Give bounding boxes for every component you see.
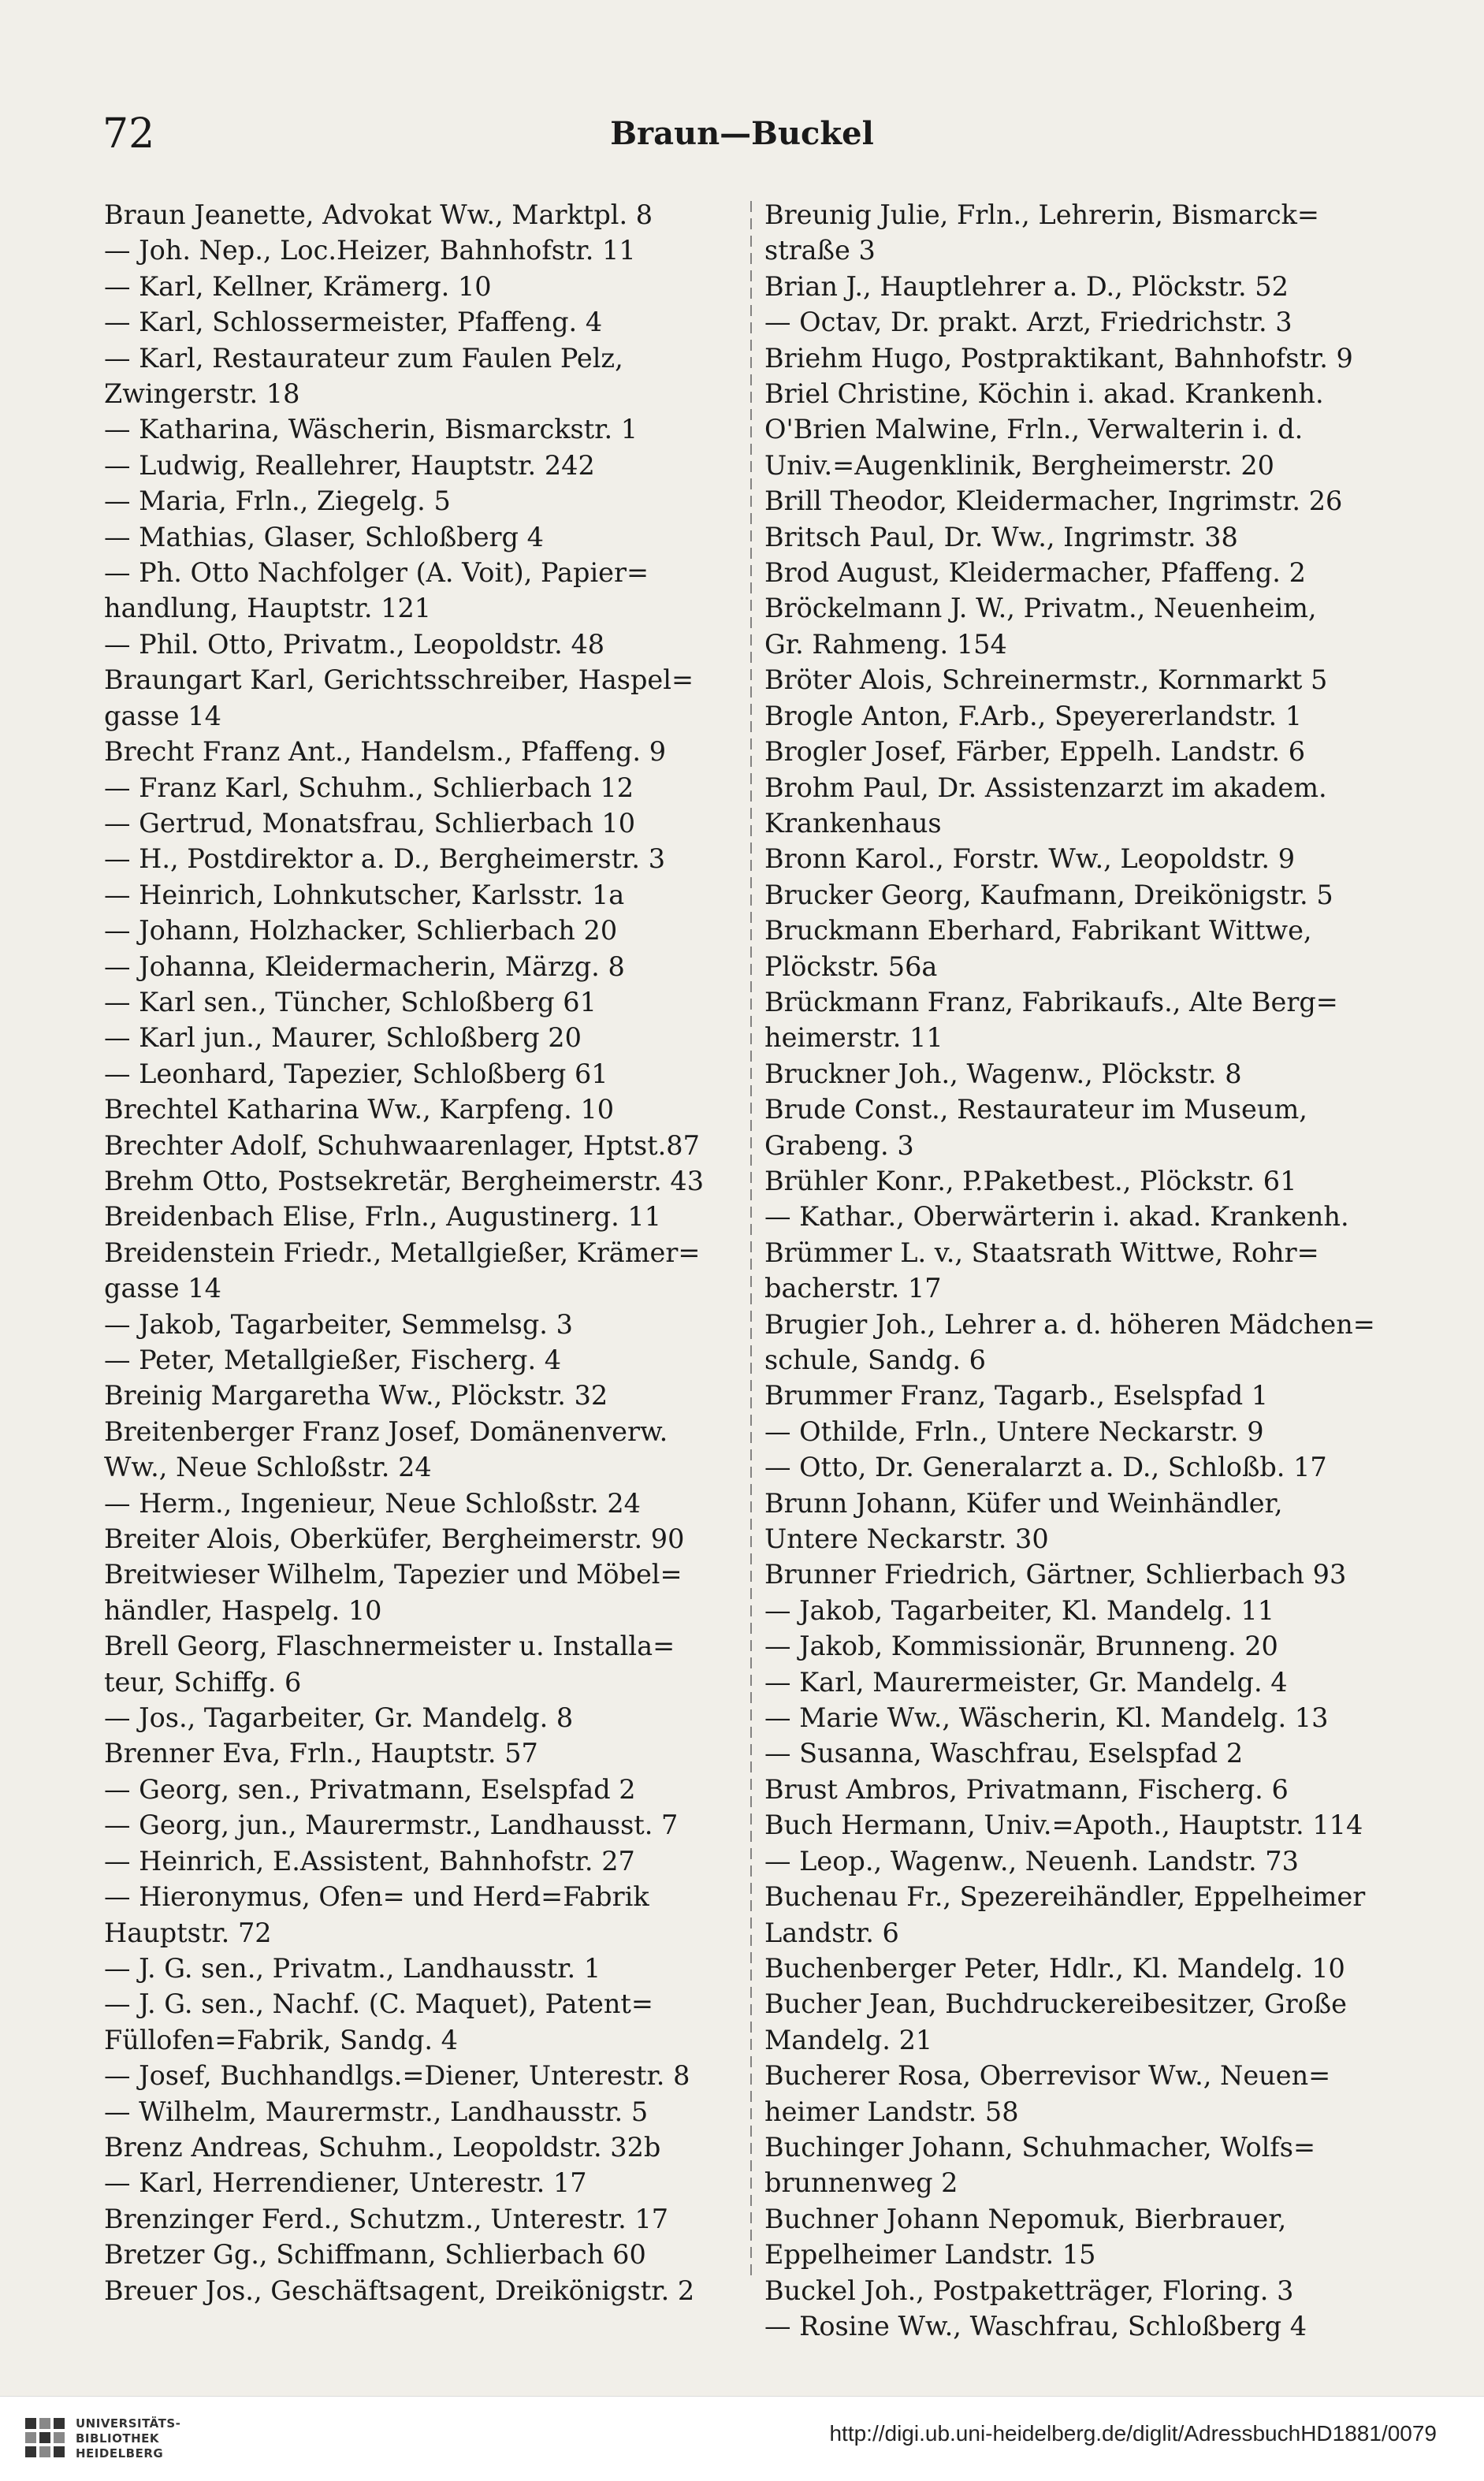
column-divider xyxy=(750,201,752,2282)
entry-line: — Maria, Frln., Ziegelg. 5 xyxy=(104,485,451,517)
directory-entry xyxy=(764,1843,1403,1879)
entry-line: — Karl, Kellner, Krämerg. 10 xyxy=(104,270,492,302)
directory-entry xyxy=(764,662,1403,697)
directory-entry xyxy=(104,1557,738,1628)
entry-continuation: heimer Landstr. 58 xyxy=(764,2096,1019,2127)
entry-line: — Leop., Wagenw., Neuenh. Landstr. 73 xyxy=(764,1845,1299,1877)
directory-entry xyxy=(764,698,1403,734)
entry-line: Brunn Johann, Küfer und Weinhändler, xyxy=(764,1487,1283,1519)
entry-line: Bruckner Joh., Wagenw., Plöckstr. 8 xyxy=(764,1058,1242,1089)
entry-continuation: Zwingerstr. 18 xyxy=(104,378,300,410)
directory-entry xyxy=(104,1414,738,1486)
directory-entry xyxy=(104,1843,738,1879)
entry-line: Brechter Adolf, Schuhwaarenlager, Hptst.87 xyxy=(104,1129,700,1161)
entry-line: Briel Christine, Köchin i. akad. Krankenh. xyxy=(764,378,1324,410)
directory-entry xyxy=(764,1056,1403,1092)
entry-continuation: bacherstr. 17 xyxy=(764,1273,942,1304)
entry-line: Brell Georg, Flaschnermeister u. Installa= xyxy=(104,1631,675,1662)
library-name xyxy=(76,2416,180,2461)
directory-entry xyxy=(104,841,738,876)
directory-entry xyxy=(104,448,738,483)
directory-entry xyxy=(764,1163,1403,1199)
entry-line: Brehm Otto, Postsekretär, Bergheimerstr. 43 xyxy=(104,1165,705,1196)
entry-line: — Georg, jun., Maurermstr., Landhausst. 7 xyxy=(104,1810,679,1841)
entry-line: — Otto, Dr. Generalarzt a. D., Schloßb. 17 xyxy=(764,1452,1327,1483)
entry-line: Brechtel Katharina Ww., Karpfeng. 10 xyxy=(104,1094,615,1125)
entry-line: Braun Jeanette, Advokat Ww., Marktpl. 8 xyxy=(104,199,653,230)
directory-entry xyxy=(764,2308,1403,2344)
entry-line: — Johann, Holzhacker, Schlierbach 20 xyxy=(104,915,618,947)
entry-line: — Ludwig, Reallehrer, Hauptstr. 242 xyxy=(104,449,595,481)
entry-line: — Kathar., Oberwärterin i. akad. Krankenh. xyxy=(764,1201,1349,1233)
entry-line: — Octav, Dr. prakt. Arzt, Friedrichstr. 3 xyxy=(764,307,1292,338)
entry-line: — Gertrud, Monatsfrau, Schlierbach 10 xyxy=(104,807,636,839)
entry-line: — Peter, Metallgießer, Fischerg. 4 xyxy=(104,1345,562,1375)
directory-entry xyxy=(104,1342,738,1378)
directory-entry xyxy=(104,519,738,555)
directory-entry xyxy=(104,1700,738,1735)
entry-line: Breitenberger Franz Josef, Domänenverw. xyxy=(104,1415,668,1447)
directory-entry xyxy=(764,304,1403,340)
entry-line: — J. G. sen., Privatm., Landhausstr. 1 xyxy=(104,1952,601,1984)
directory-entry xyxy=(764,1449,1403,1485)
entry-line: Brugier Joh., Lehrer a. d. höheren Mädchen= xyxy=(764,1308,1375,1340)
directory-entry xyxy=(764,1700,1403,1735)
entry-line: — Leonhard, Tapezier, Schloßberg 61 xyxy=(104,1058,608,1089)
entry-line: Brian J., Hauptlehrer a. D., Plöckstr. 52 xyxy=(764,270,1289,302)
directory-entry xyxy=(104,949,738,984)
directory-entry xyxy=(764,519,1403,555)
library-logo-icon xyxy=(22,2415,68,2461)
directory-entry xyxy=(764,2058,1403,2129)
directory-entry xyxy=(104,483,738,519)
directory-entry xyxy=(764,1557,1403,1592)
entry-line: — Heinrich, E.Assistent, Bahnhofstr. 27 xyxy=(104,1845,635,1877)
entry-line: — H., Postdirektor a. D., Bergheimerstr. 3 xyxy=(104,843,666,875)
directory-entry xyxy=(764,734,1403,769)
directory-entry xyxy=(104,877,738,913)
directory-entry xyxy=(764,1092,1403,1163)
directory-entry xyxy=(764,590,1403,662)
entry-line: — Karl jun., Maurer, Schloßberg 20 xyxy=(104,1022,582,1054)
directory-entry xyxy=(764,1199,1403,1234)
entry-line: — Karl sen., Tüncher, Schloßberg 61 xyxy=(104,986,597,1017)
entry-continuation: Ww., Neue Schloßstr. 24 xyxy=(104,1452,432,1483)
directory-entry xyxy=(104,1378,738,1413)
directory-entry xyxy=(104,1307,738,1342)
entry-line: — Mathias, Glaser, Schloßberg 4 xyxy=(104,521,544,552)
directory-entry xyxy=(764,877,1403,913)
directory-entry xyxy=(104,2058,738,2093)
entry-line: Breidenbach Elise, Frln., Augustinerg. 11 xyxy=(104,1201,662,1233)
directory-entry xyxy=(764,269,1403,304)
entry-continuation: Gr. Rahmeng. 154 xyxy=(764,628,1007,660)
entry-line: Brogle Anton, F.Arb., Speyererlandstr. 1 xyxy=(764,700,1303,731)
entry-line: Buchinger Johann, Schuhmacher, Wolfs= xyxy=(764,2131,1316,2163)
directory-entry xyxy=(764,1307,1403,1378)
entry-line: — Jakob, Tagarbeiter, Semmelsg. 3 xyxy=(104,1308,573,1340)
directory-entry xyxy=(104,411,738,447)
entry-line: Breidenstein Friedr., Metallgießer, Krämer= xyxy=(104,1237,701,1268)
directory-entry xyxy=(764,1628,1403,1664)
directory-entry xyxy=(104,232,738,268)
entry-line: — Johanna, Kleidermacherin, Märzg. 8 xyxy=(104,950,625,982)
entry-line: Buckel Joh., Postpaketträger, Floring. 3 xyxy=(764,2275,1294,2306)
entry-continuation: teur, Schiffg. 6 xyxy=(104,1666,302,1698)
directory-entry xyxy=(104,1879,738,1951)
entry-line: — Karl, Herrendiener, Unterestr. 17 xyxy=(104,2167,587,2199)
entry-line: Brogler Josef, Färber, Eppelh. Landstr. 6 xyxy=(764,736,1306,768)
entry-continuation: Eppelheimer Landstr. 15 xyxy=(764,2239,1096,2271)
entry-continuation: Plöckstr. 56a xyxy=(764,950,938,982)
directory-entry xyxy=(764,197,1403,269)
entry-continuation: Landstr. 6 xyxy=(764,1917,899,1948)
entry-line: Breinig Margaretha Ww., Plöckstr. 32 xyxy=(104,1380,608,1412)
entry-line: — Jakob, Tagarbeiter, Kl. Mandelg. 11 xyxy=(764,1594,1275,1626)
entry-line: Bruckmann Eberhard, Fabrikant Wittwe, xyxy=(764,915,1312,947)
directory-entry xyxy=(104,2273,738,2308)
entry-line: Brummer Franz, Tagarb., Eselspfad 1 xyxy=(764,1380,1269,1412)
entry-continuation: heimerstr. 11 xyxy=(764,1022,943,1054)
directory-entry xyxy=(104,555,738,627)
directory-entry xyxy=(764,2273,1403,2308)
entry-line: Brenz Andreas, Schuhm., Leopoldstr. 32b xyxy=(104,2131,661,2163)
directory-entry xyxy=(104,805,738,841)
entry-line: Brenzinger Ferd., Schutzm., Unterestr. 17 xyxy=(104,2203,669,2234)
directory-entry xyxy=(104,1163,738,1199)
directory-entry xyxy=(104,1521,738,1557)
entry-line: Briehm Hugo, Postpraktikant, Bahnhofstr. 9 xyxy=(764,342,1353,374)
entry-continuation: Hauptstr. 72 xyxy=(104,1917,272,1948)
entry-line: — Herm., Ingenieur, Neue Schloßstr. 24 xyxy=(104,1487,641,1519)
entry-line: Brenner Eva, Frln., Hauptstr. 57 xyxy=(104,1738,538,1769)
entry-line: Bröckelmann J. W., Privatm., Neuenheim, xyxy=(764,593,1317,624)
directory-entry xyxy=(104,2237,738,2272)
directory-entry xyxy=(764,984,1403,1056)
directory-entry xyxy=(104,1986,738,2058)
entry-line: — Hieronymus, Ofen= und Herd=Fabrik xyxy=(104,1881,649,1913)
entry-line: Brunner Friedrich, Gärtner, Schlierbach 93 xyxy=(764,1559,1347,1590)
entry-line: Britsch Paul, Dr. Ww., Ingrimstr. 38 xyxy=(764,521,1238,552)
entry-line: Buchenau Fr., Spezereihändler, Eppelheimer xyxy=(764,1881,1366,1913)
entry-continuation: schule, Sandg. 6 xyxy=(764,1345,986,1375)
entry-line: Breunig Julie, Frln., Lehrerin, Bismarck= xyxy=(764,199,1319,230)
entry-line: Brill Theodor, Kleidermacher, Ingrimstr. 26 xyxy=(764,485,1343,517)
directory-entry xyxy=(764,1665,1403,1700)
directory-entry xyxy=(104,1772,738,1807)
entry-continuation: brunnenweg 2 xyxy=(764,2167,958,2199)
directory-entry xyxy=(104,1092,738,1127)
entry-line: Buchner Johann Nepomuk, Bierbrauer, xyxy=(764,2203,1287,2234)
directory-entry xyxy=(764,1486,1403,1557)
entry-line: — Othilde, Frln., Untere Neckarstr. 9 xyxy=(764,1415,1264,1447)
entry-continuation: Mandelg. 21 xyxy=(764,2024,933,2055)
entry-line: Brückmann Franz, Fabrikaufs., Alte Berg= xyxy=(764,986,1338,1017)
entry-line: Braungart Karl, Gerichtsschreiber, Haspel= xyxy=(104,664,694,696)
entry-continuation: Univ.=Augenklinik, Bergheimerstr. 20 xyxy=(764,449,1274,481)
entry-continuation: händler, Haspelg. 10 xyxy=(104,1594,382,1626)
entry-line: — Jos., Tagarbeiter, Gr. Mandelg. 8 xyxy=(104,1702,574,1734)
entry-line: Buch Hermann, Univ.=Apoth., Hauptstr. 114 xyxy=(764,1810,1363,1841)
directory-entry xyxy=(104,304,738,340)
library-name-line: BIBLIOTHEK xyxy=(76,2431,159,2446)
entry-line: — Phil. Otto, Privatm., Leopoldstr. 48 xyxy=(104,628,605,660)
entry-line: — J. G. sen., Nachf. (C. Maquet), Patent= xyxy=(104,1988,653,2020)
entry-line: Brod August, Kleidermacher, Pfaffeng. 2 xyxy=(764,557,1306,589)
directory-entry xyxy=(104,913,738,948)
entry-line: — Wilhelm, Maurermstr., Landhausstr. 5 xyxy=(104,2096,649,2127)
directory-entry xyxy=(104,1235,738,1307)
directory-entry xyxy=(764,1235,1403,1307)
library-name-line: UNIVERSITÄTS- xyxy=(76,2416,181,2431)
directory-entry xyxy=(764,340,1403,376)
directory-entry xyxy=(764,913,1403,984)
directory-entry xyxy=(104,1735,738,1771)
entry-line: — Franz Karl, Schuhm., Schlierbach 12 xyxy=(104,772,634,803)
directory-entry xyxy=(104,2165,738,2200)
directory-entry xyxy=(104,2094,738,2129)
entry-line: — Jakob, Kommissionär, Brunneng. 20 xyxy=(764,1631,1278,1662)
directory-entry xyxy=(104,1628,738,1700)
directory-entry xyxy=(104,662,738,734)
entry-line: Brohm Paul, Dr. Assistenzarzt im akadem. xyxy=(764,772,1327,803)
entry-line: — Karl, Schlossermeister, Pfaffeng. 4 xyxy=(104,307,603,338)
directory-entry xyxy=(104,1128,738,1163)
directory-entry xyxy=(764,483,1403,519)
directory-entry xyxy=(764,2129,1403,2201)
directory-entry xyxy=(764,1593,1403,1628)
entry-line: Breiter Alois, Oberküfer, Bergheimerstr. 90 xyxy=(104,1523,685,1555)
entry-continuation: Untere Neckarstr. 30 xyxy=(764,1523,1049,1555)
entry-line: Brust Ambros, Privatmann, Fischerg. 6 xyxy=(764,1773,1289,1805)
directory-entry xyxy=(764,1807,1403,1843)
directory-entry xyxy=(764,1414,1403,1449)
entry-line: — Marie Ww., Wäscherin, Kl. Mandelg. 13 xyxy=(764,1702,1329,1734)
directory-entry xyxy=(764,2201,1403,2273)
entry-line: Breuer Jos., Geschäftsagent, Dreikönigstr. 2 xyxy=(104,2275,695,2306)
right-column xyxy=(764,197,1403,2342)
directory-entry xyxy=(764,770,1403,842)
source-url[interactable]: http://digi.ub.uni-heidelberg.de/diglit/AdressbuchHD1881/0079 xyxy=(829,2421,1437,2446)
directory-entry xyxy=(104,984,738,1020)
directory-entry xyxy=(764,1879,1403,1951)
directory-entry xyxy=(764,555,1403,590)
entry-line: — Heinrich, Lohnkutscher, Karlsstr. 1a xyxy=(104,879,625,910)
directory-entry xyxy=(104,197,738,232)
entry-line: — Karl, Maurermeister, Gr. Mandelg. 4 xyxy=(764,1666,1288,1698)
directory-entry xyxy=(104,340,738,412)
entry-line: Brude Const., Restaurateur im Museum, xyxy=(764,1094,1307,1125)
entry-line: — Georg, sen., Privatmann, Eselspfad 2 xyxy=(104,1773,636,1805)
directory-entry xyxy=(764,1951,1403,1986)
entry-line: Bronn Karol., Forstr. Ww., Leopoldstr. 9 xyxy=(764,843,1296,875)
page-number: 72 xyxy=(102,110,155,158)
directory-entry xyxy=(104,734,738,769)
entry-line: Brühler Konr., P.Paketbest., Plöckstr. 61 xyxy=(764,1165,1297,1196)
directory-entry xyxy=(104,2129,738,2165)
directory-entry xyxy=(764,376,1403,411)
directory-entry xyxy=(104,1020,738,1055)
entry-line: — Josef, Buchhandlgs.=Diener, Unterestr. 8 xyxy=(104,2060,690,2092)
entry-line: O'Brien Malwine, Frln., Verwalterin i. d. xyxy=(764,414,1304,445)
library-name-line: HEIDELBERG xyxy=(76,2446,164,2461)
entry-line: — Karl, Restaurateur zum Faulen Pelz, xyxy=(104,342,623,374)
directory-entry xyxy=(104,1951,738,1986)
entry-line: Bucher Jean, Buchdruckereibesitzer, Große xyxy=(764,1988,1348,2020)
entry-line: Buchenberger Peter, Hdlr., Kl. Mandelg. 10 xyxy=(764,1952,1345,1984)
entry-continuation: Krankenhaus xyxy=(764,807,942,839)
entry-line: — Katharina, Wäscherin, Bismarckstr. 1 xyxy=(104,414,638,445)
entry-line: — Ph. Otto Nachfolger (A. Voit), Papier= xyxy=(104,557,649,589)
directory-entry xyxy=(104,770,738,805)
directory-entry xyxy=(104,269,738,304)
directory-entry xyxy=(764,841,1403,876)
entry-line: Breitwieser Wilhelm, Tapezier und Möbel= xyxy=(104,1559,682,1590)
entry-continuation: handlung, Hauptstr. 121 xyxy=(104,593,432,624)
directory-entry xyxy=(104,627,738,662)
entry-line: Bretzer Gg., Schiffmann, Schlierbach 60 xyxy=(104,2239,646,2271)
entry-continuation: gasse 14 xyxy=(104,700,221,731)
entry-line: — Joh. Nep., Loc.Heizer, Bahnhofstr. 11 xyxy=(104,235,636,266)
entry-line: Brucker Georg, Kaufmann, Dreikönigstr. 5 xyxy=(764,879,1333,910)
entry-continuation: straße 3 xyxy=(764,235,876,266)
entry-line: Bucherer Rosa, Oberrevisor Ww., Neuen= xyxy=(764,2060,1331,2092)
left-column xyxy=(104,197,738,2306)
directory-entry xyxy=(104,1486,738,1521)
directory-entry xyxy=(104,2201,738,2237)
running-head: Braun—Buckel xyxy=(610,115,874,152)
entry-continuation: Grabeng. 3 xyxy=(764,1129,914,1161)
entry-line: Brecht Franz Ant., Handelsm., Pfaffeng. 9 xyxy=(104,736,667,768)
directory-entry xyxy=(104,1807,738,1843)
entry-line: Bröter Alois, Schreinermstr., Kornmarkt 5 xyxy=(764,664,1328,696)
directory-entry xyxy=(764,1986,1403,2058)
directory-entry xyxy=(764,1735,1403,1771)
directory-entry xyxy=(104,1199,738,1234)
entry-continuation: Füllofen=Fabrik, Sandg. 4 xyxy=(104,2024,458,2055)
entry-line: Brümmer L. v., Staatsrath Wittwe, Rohr= xyxy=(764,1237,1319,1268)
entry-line: — Susanna, Waschfrau, Eselspfad 2 xyxy=(764,1738,1244,1769)
directory-entry xyxy=(764,1378,1403,1413)
directory-entry xyxy=(764,1772,1403,1807)
entry-line: — Rosine Ww., Waschfrau, Schloßberg 4 xyxy=(764,2310,1307,2342)
directory-entry xyxy=(104,1056,738,1092)
directory-entry xyxy=(764,411,1403,483)
entry-continuation: gasse 14 xyxy=(104,1273,221,1304)
